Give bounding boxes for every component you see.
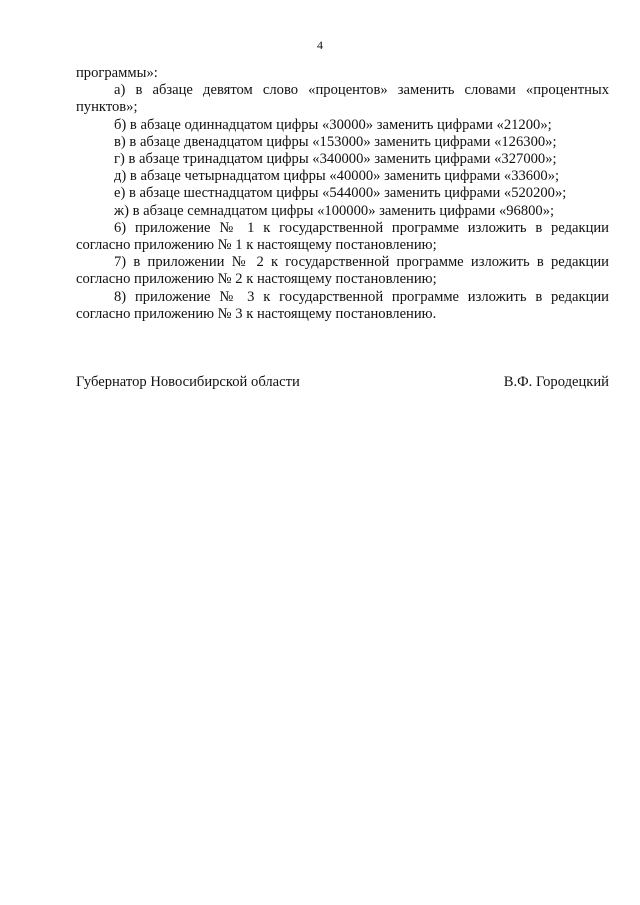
signature-block: [76, 374, 609, 392]
paragraph-item-b: б) в абзаце одиннадцатом цифры «30000» заменить цифрами «21200»;: [114, 116, 552, 133]
page-number: 4: [317, 38, 323, 52]
paragraph-item-g: г) в абзаце тринадцатом цифры «340000» заменить цифрами «327000»;: [114, 151, 557, 168]
paragraph-item-a: а) в абзаце девятом слово «процентов» заменить словами «процентных пунктов»;: [76, 82, 609, 116]
paragraph-item-d: д) в абзаце четырнадцатом цифры «40000» заменить цифрами «33600»;: [114, 168, 560, 185]
paragraph-item-7: 7) в приложении № 2 к государственной программе изложить в редакции согласно приложению № 2 к настоящему постановлению;: [76, 254, 609, 288]
signature-name: В.Ф. Городецкий: [503, 374, 609, 390]
paragraph-item-v: в) в абзаце двенадцатом цифры «153000» заменить цифрами «126300»;: [114, 133, 557, 150]
paragraph-continuation: программы»:: [76, 65, 158, 81]
document-body: [76, 65, 609, 323]
paragraph-item-6: 6) приложение № 1 к государственной программе изложить в редакции согласно приложению № 1 к настоящему постановлению;: [76, 219, 609, 254]
paragraph-item-e: е) в абзаце шестнадцатом цифры «544000» заменить цифрами «520200»;: [114, 185, 567, 202]
signature-position: Губернатор Новосибирской области: [76, 374, 300, 390]
paragraph-item-8: 8) приложение № 3 к государственной программе изложить в редакции согласно приложению № 3 к настоящему постановлению.: [76, 288, 609, 322]
paragraph-item-zh: ж) в абзаце семнадцатом цифры «100000» заменить цифрами «96800»;: [114, 202, 555, 219]
